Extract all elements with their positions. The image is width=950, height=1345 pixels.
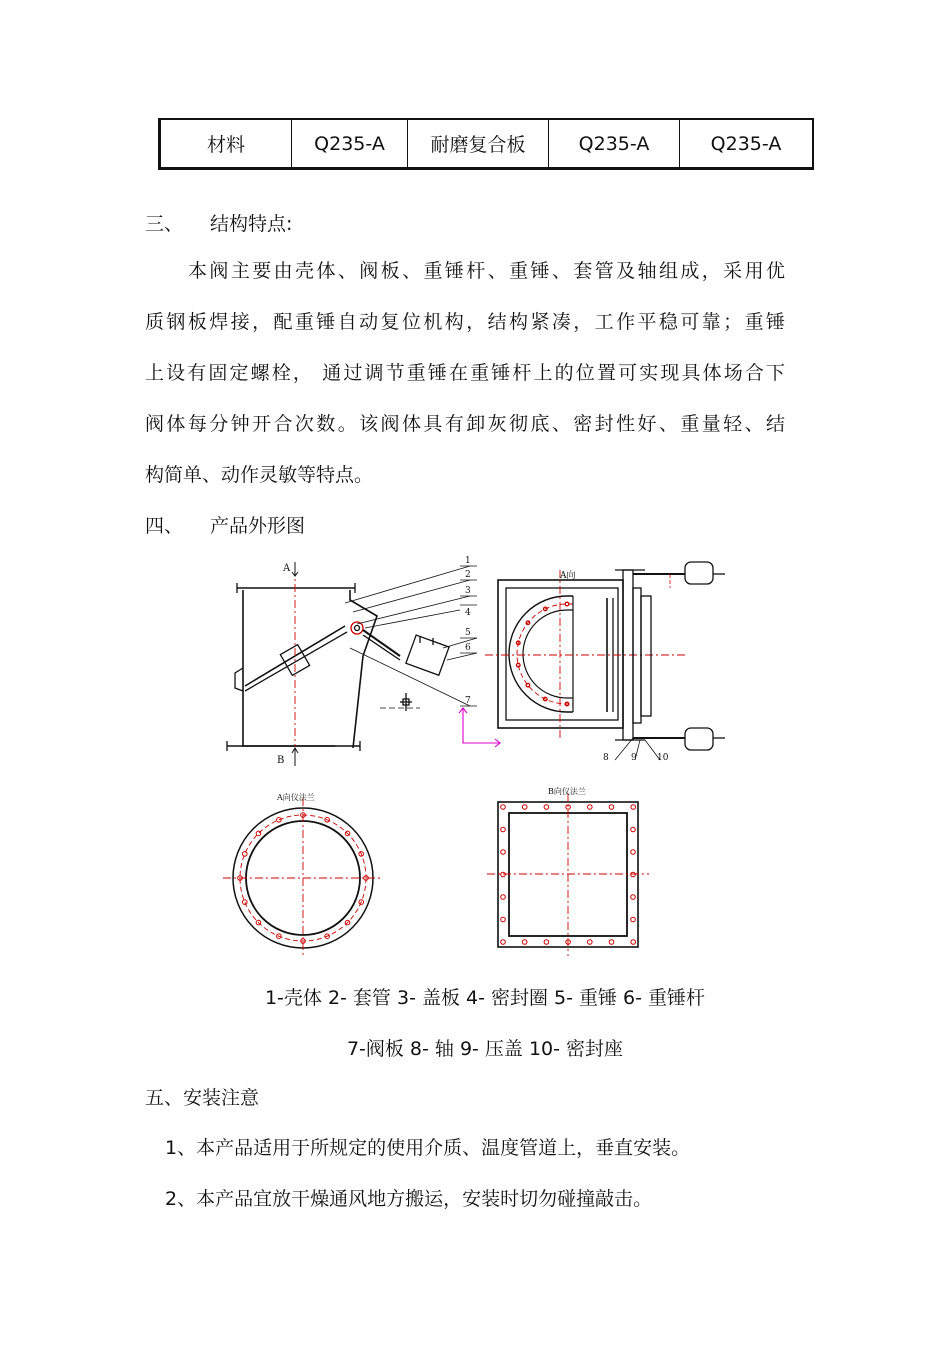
callout-8: 8 (603, 753, 609, 763)
table-cell: Q235-A (549, 119, 680, 169)
callout-1: 1 (465, 556, 471, 566)
valve-side-view (227, 556, 500, 766)
callout-5: 5 (465, 628, 471, 638)
bolt-hole (609, 940, 614, 945)
bolt-hole (501, 940, 506, 945)
valve-a-view (485, 562, 725, 763)
section4-title: 产品外形图 (210, 515, 306, 537)
bolt-hole (242, 852, 247, 857)
table-cell: Q235-A (292, 119, 408, 169)
callout-3: 3 (465, 586, 471, 596)
bolt-hole (516, 663, 520, 667)
bolt-hole (631, 917, 636, 922)
callout-10: 10 (657, 753, 669, 763)
bolt-hole (565, 602, 569, 606)
view-arrow-b-label: B (277, 755, 285, 766)
bolt-hole (631, 895, 636, 900)
callout-4: 4 (465, 608, 471, 618)
bolt-hole (544, 940, 549, 945)
bolt-hole (544, 805, 549, 810)
bolt-hole (631, 850, 636, 855)
bolt-hole (526, 683, 530, 687)
paragraph-line: 上设有固定螺栓， 通过调节重锤在重锤杆上的位置可实现具体场合下 (145, 362, 785, 384)
round-flange-view (223, 792, 383, 958)
bolt-hole (631, 805, 636, 810)
bolt-hole (631, 872, 636, 877)
square-flange-view (487, 786, 649, 956)
paragraph-line: 本阀主要由壳体、阀板、重锤杆、重锤、套管及轴组成，采用优 (188, 260, 785, 282)
table-row (160, 119, 814, 169)
paragraph-line: 阀体每分钟开合次数。该阀体具有卸灰彻底、密封性好、重量轻、结 (145, 413, 785, 435)
paragraph-line: 构简单、动作灵敏等特点。 (145, 464, 374, 486)
legend-line-1: 1-壳体 2- 套管 3- 盖板 4- 密封圈 5- 重锤 6- 重锤杆 (264, 987, 706, 1009)
section3-title: 结构特点: (210, 213, 293, 235)
bolt-hole (277, 817, 282, 822)
bolt-hole (522, 805, 527, 810)
table-cell: Q235-A (680, 119, 814, 169)
section4-number: 四、 (145, 515, 184, 537)
bolt-hole (588, 805, 593, 810)
bolt-hole (631, 827, 636, 832)
bolt-hole (501, 827, 506, 832)
bolt-hole (501, 872, 506, 877)
view-arrow-a-label: A (283, 563, 291, 574)
bolt-hole (631, 940, 636, 945)
section3-paragraph (145, 259, 785, 514)
a-flange-label: A向仪法兰 (277, 793, 315, 802)
section5-item: 2、本产品宜放干燥通风地方搬运，安装时切勿碰撞敲击。 (165, 1188, 653, 1210)
section5-item: 1、本产品适用于所规定的使用介质、温度管道上，垂直安装。 (165, 1137, 691, 1159)
callout-7: 7 (465, 696, 471, 706)
callout-9: 9 (631, 753, 637, 763)
section5-title: 五、安装注意 (145, 1087, 260, 1109)
bolt-hole (501, 850, 506, 855)
a-view-label: A向 (560, 571, 576, 581)
bolt-hole (588, 940, 593, 945)
bolt-hole (256, 831, 261, 836)
paragraph-line: 质钢板焊接，配重锤自动复位机构，结构紧凑，工作平稳可靠；重锤 (145, 311, 785, 333)
b-flange-label: B向仪法兰 (548, 787, 586, 796)
section3-number: 三、 (145, 213, 184, 235)
bolt-hole (501, 805, 506, 810)
bolt-hole (501, 895, 506, 900)
table-cell: 材料 (160, 119, 292, 169)
bolt-hole (501, 917, 506, 922)
callout-6: 6 (465, 643, 471, 653)
legend-line-2: 7-阀板 8- 轴 9- 压盖 10- 密封座 (346, 1038, 624, 1060)
bolt-hole (522, 940, 527, 945)
table-cell: 耐磨复合板 (408, 119, 549, 169)
valve-drawing (215, 548, 755, 963)
bolt-hole (609, 805, 614, 810)
material-table (158, 118, 814, 170)
callout-2: 2 (465, 570, 471, 580)
